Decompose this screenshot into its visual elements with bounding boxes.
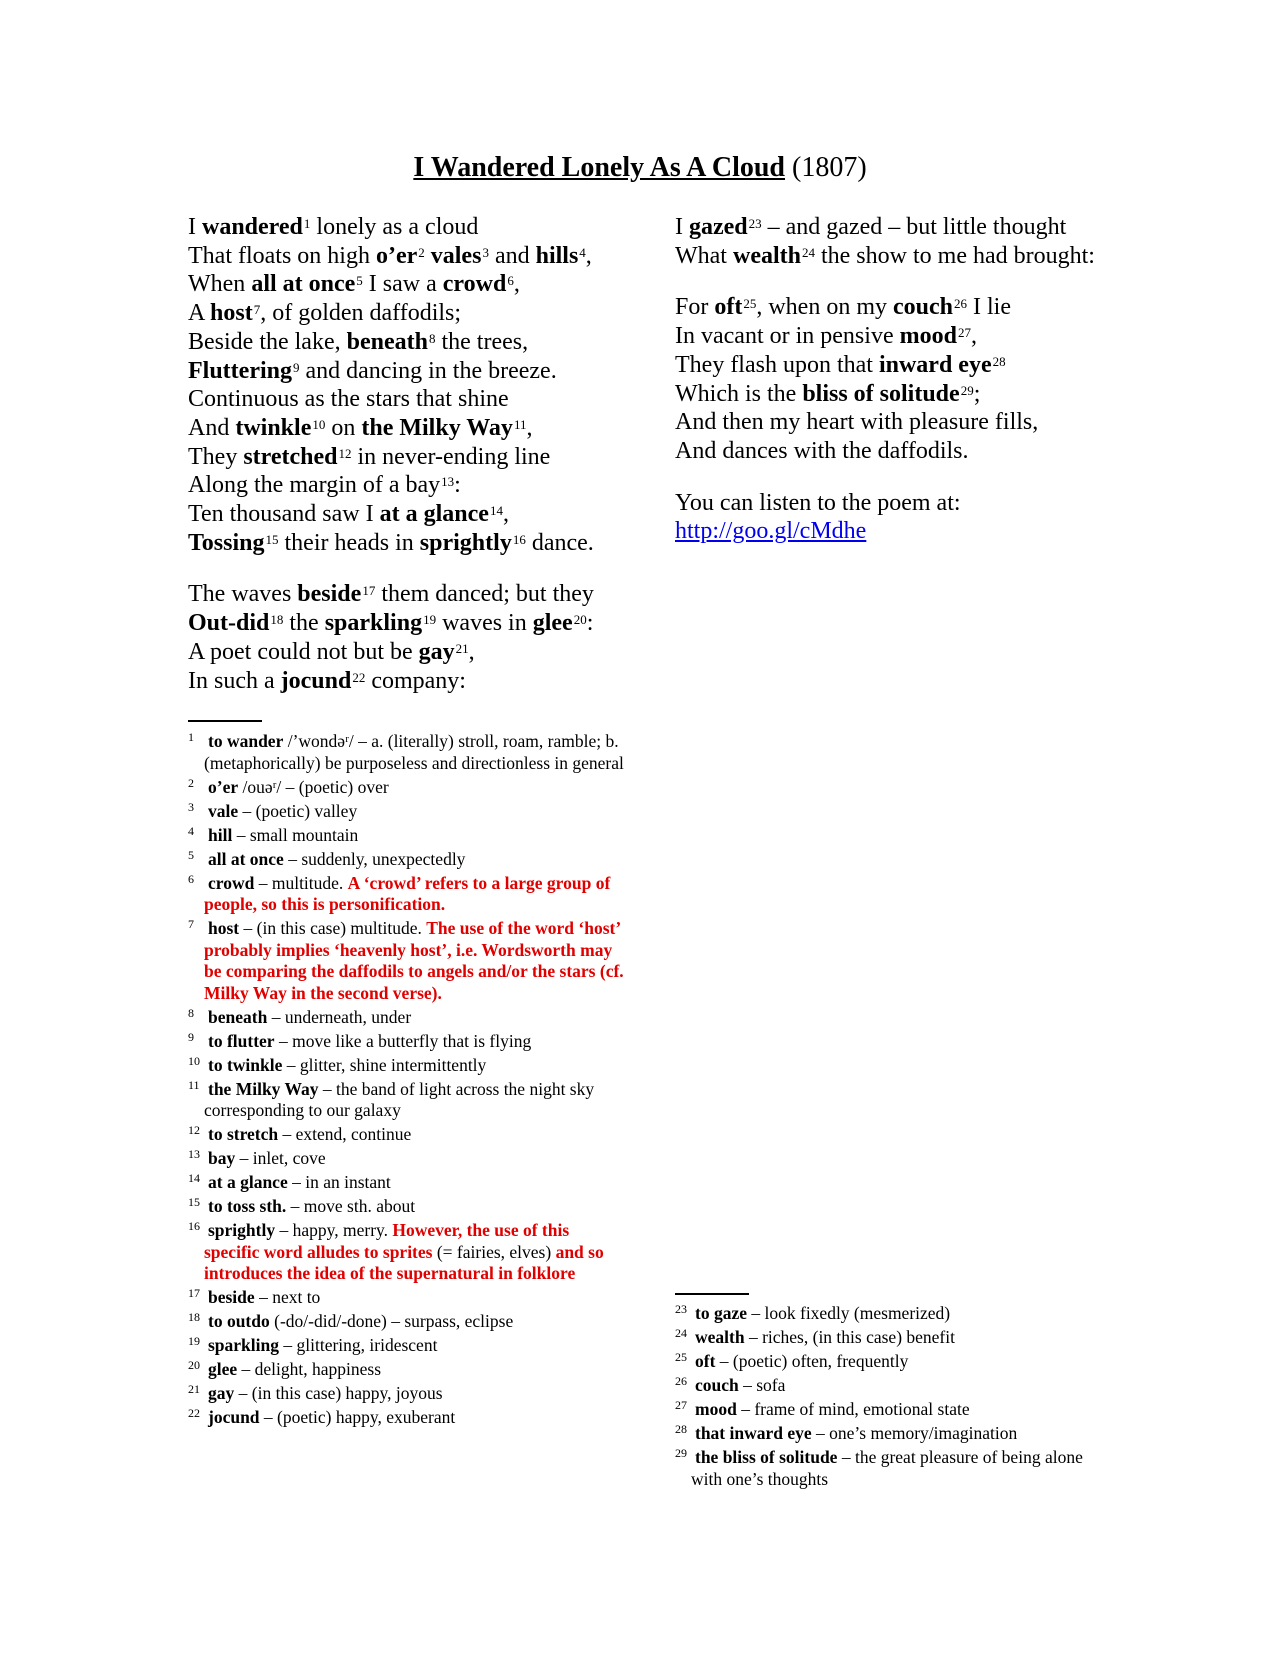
- footnote: [188, 1055, 628, 1077]
- glossed-word: beside: [297, 581, 362, 608]
- footnote-definition: – glitter, shine intermittently: [282, 1054, 487, 1075]
- footnote-number: 1: [188, 730, 194, 744]
- footnote-term: to wander: [208, 731, 284, 751]
- footnote-definition: – the band of light across the night sky corresponding to our galaxy: [204, 1078, 595, 1120]
- footnote: [188, 873, 628, 916]
- glossed-word: sparkling: [324, 610, 423, 637]
- footnote-number: 11: [188, 1077, 200, 1092]
- footnote-definition: – small mountain: [232, 824, 359, 845]
- footnote: [675, 1327, 1115, 1349]
- glossed-word: the Milky Way: [361, 414, 513, 441]
- footnote-term: to toss sth.: [208, 1196, 287, 1216]
- footnote-ref: 18: [270, 612, 284, 628]
- footnote: [188, 1287, 628, 1309]
- footnote-number: 29: [675, 1446, 687, 1460]
- footnote-term: all at once: [208, 848, 284, 869]
- footnote: [188, 1007, 628, 1029]
- footnote-comment: The use of the word ‘host’ probably implies ‘heavenly host’, i.e. Wordsworth may be comparing the daffodils to angels and/or the stars (cf. Milky Way in the second verse).: [204, 918, 624, 1003]
- poem-line: Ten thousand saw I at a glance$^{14}$,: [188, 501, 509, 528]
- footnote-term: at a glance: [208, 1172, 288, 1192]
- footnote-term: beside: [208, 1287, 255, 1307]
- footnote-term: sprightly: [208, 1220, 276, 1240]
- footnote-number: 10: [188, 1053, 200, 1068]
- footnote-term: oft: [695, 1351, 716, 1371]
- glossed-word: gay: [418, 638, 455, 665]
- footnote-definition: – (poetic) happy, exuberant: [259, 1407, 456, 1427]
- footnote-number: 27: [675, 1398, 687, 1412]
- footnote: [188, 1172, 628, 1194]
- footnote-number: 16: [188, 1219, 200, 1233]
- glossed-word: glee: [532, 610, 573, 637]
- poem-line: And dances with the daffodils.: [675, 437, 969, 464]
- footnote-ref: 19: [423, 612, 437, 628]
- footnote-ref: 15: [265, 531, 279, 547]
- glossed-word: bliss of solitude: [802, 380, 960, 407]
- poem-line: When all at once$^5$ I saw a crowd$^6$,: [188, 271, 520, 298]
- poem-line: I gazed$^{23}$ – and gazed – but little thought: [675, 214, 1067, 240]
- footnote: [188, 731, 628, 774]
- poem-year: (1807): [792, 152, 867, 183]
- footnote-ref: 7: [253, 302, 261, 318]
- footnote: [188, 1124, 628, 1146]
- listen-text: You can listen to the poem at:: [675, 489, 961, 516]
- footnote: [675, 1375, 1115, 1397]
- footnote: [188, 1407, 628, 1429]
- poem-line: Along the margin of a bay$^{13}$:: [188, 472, 461, 499]
- footnote-term: crowd: [208, 872, 255, 893]
- glossed-word: at a glance: [379, 501, 489, 528]
- poem-line: Fluttering$^9$ and dancing in the breeze.: [188, 357, 557, 384]
- footnote-definition: – one’s memory/imagination: [811, 1423, 1018, 1443]
- footnote-term: that inward eye: [695, 1423, 812, 1443]
- glossed-word: o’er: [375, 242, 418, 269]
- poem-line: What wealth$^{24}$ the show to me had brought:: [675, 242, 1095, 269]
- footnote-number: 6: [188, 871, 194, 886]
- footnote-definition: – in an instant: [287, 1172, 391, 1192]
- footnote-number: 17: [188, 1286, 200, 1300]
- footnote-ref: 14: [489, 503, 503, 519]
- footnote: [675, 1447, 1115, 1490]
- footnote: [188, 849, 628, 871]
- footnote-term: o’er: [208, 776, 239, 797]
- footnote-definition: /ouəʳ/ – (poetic) over: [238, 776, 389, 797]
- footnote-term: to gaze: [695, 1303, 747, 1323]
- poem-line: That floats on high $o’er^2$ vales$^3$ and hills$^4$,: [188, 242, 592, 269]
- footnote-term: wealth: [695, 1327, 745, 1347]
- footnote-number: 28: [675, 1422, 687, 1436]
- glossed-word: twinkle: [235, 414, 312, 441]
- footnote-ref: 22: [352, 669, 366, 685]
- footnote: [188, 918, 628, 1004]
- footnote-number: 24: [675, 1326, 687, 1340]
- footnote-term: mood: [695, 1399, 737, 1419]
- glossed-word: mood: [899, 323, 957, 350]
- glossed-word: Fluttering: [188, 357, 292, 384]
- footnote-comment: A ‘crowd’ refers to a large group of people, so this is personification.: [204, 872, 611, 914]
- footnote-number: 8: [188, 1005, 194, 1020]
- poem-line: Continuous as the stars that shine: [188, 386, 509, 413]
- footnote-term: jocund: [208, 1407, 260, 1427]
- footnote-definition: – look fixedly (mesmerized): [747, 1303, 951, 1323]
- footnote-definition: – sofa: [738, 1375, 786, 1395]
- footnote-definition: – suddenly, unexpectedly: [283, 848, 466, 869]
- footnote-ref: 16: [512, 531, 526, 547]
- footnote-number: 14: [188, 1171, 200, 1185]
- footnote-definition: – move sth. about: [286, 1196, 416, 1216]
- footnote-number: 13: [188, 1147, 200, 1161]
- footnotes-left: [188, 731, 628, 1431]
- footnote: [188, 1311, 628, 1333]
- glossed-word: crowd: [442, 271, 507, 298]
- poem-line: For oft$^{25}$, when on my couch$^{26}$ I lie: [675, 294, 1011, 321]
- poem-line: They flash upon that inward eye$^{28}$: [675, 351, 1006, 378]
- footnote-ref: 1: [303, 216, 311, 231]
- footnote: [188, 1148, 628, 1170]
- footnote-number: 26: [675, 1374, 687, 1388]
- footnote-definition: – (poetic) often, frequently: [715, 1351, 909, 1371]
- poem-left-column: [188, 213, 594, 695]
- footnote: [188, 1196, 628, 1218]
- footnote-ref: 13: [441, 474, 455, 490]
- footnote-ref: 28: [992, 353, 1006, 369]
- poem-line: Tossing$^{15}$ their heads in sprightly$^{16}$ dance.: [188, 529, 594, 556]
- footnote-ref: 3: [482, 244, 489, 260]
- footnote-number: 9: [188, 1029, 194, 1044]
- footnote-number: 21: [188, 1382, 200, 1396]
- glossed-word: sprightly: [419, 529, 512, 556]
- poem-title: I Wandered Lonely As A Cloud: [413, 152, 785, 183]
- footnote-ref: 26: [953, 296, 967, 312]
- glossed-word: wealth: [732, 242, 801, 269]
- glossed-word: Out-did: [188, 610, 270, 637]
- stanza-2: [188, 580, 594, 695]
- stanza-4: [675, 293, 1095, 465]
- poem-line: They stretched$^{12}$ in never-ending line: [188, 443, 551, 470]
- footnote-number: 15: [188, 1195, 200, 1209]
- footnote-definition: /’wondəʳ/ – a. (literally) stroll, roam, ramble; b. (metaphorically) be purposeless and directionless in general: [204, 731, 624, 773]
- stanza-1: [188, 213, 594, 557]
- footnote-ref: 20: [573, 612, 587, 628]
- footnote-number: 12: [188, 1123, 200, 1137]
- footnote-ref: 23: [748, 216, 762, 231]
- footnote-ref: 11: [513, 416, 527, 432]
- footnote-ref: 27: [957, 325, 971, 341]
- footnote-ref: 9: [292, 359, 300, 375]
- footnote: [188, 1383, 628, 1405]
- footnote-ref: 5: [356, 273, 363, 289]
- footnote-ref: 12: [338, 445, 352, 461]
- footnote-number: 25: [675, 1350, 687, 1364]
- footnote-number: 19: [188, 1334, 200, 1348]
- footnote-number: 22: [188, 1406, 200, 1420]
- footnote-definition: – multitude.: [254, 872, 348, 893]
- footnote-definition: – underneath, under: [267, 1006, 412, 1027]
- footnote-definition: (-do/-did/-done) – surpass, eclipse: [269, 1311, 514, 1331]
- footnote-number: 23: [675, 1302, 687, 1316]
- poem-line: In vacant or in pensive mood$^{27}$,: [675, 323, 977, 350]
- footnote-term: to outdo: [208, 1311, 270, 1331]
- footnote: [188, 1220, 628, 1285]
- footnote-separator: [188, 720, 262, 722]
- footnote-number: 18: [188, 1310, 200, 1324]
- footnote-ref: 8: [428, 330, 436, 346]
- stanza-3: [675, 213, 1095, 270]
- footnote-term: to twinkle: [208, 1054, 283, 1075]
- poem-audio-link[interactable]: http://goo.gl/cMdhe: [675, 518, 867, 545]
- footnote: [188, 1031, 628, 1053]
- glossed-word: oft: [714, 294, 743, 321]
- poem-line: A host$^7$, of golden daffodils;: [188, 300, 462, 327]
- footnote-term: bay: [208, 1148, 236, 1168]
- footnote-term: glee: [208, 1359, 238, 1379]
- poem-line: And then my heart with pleasure fills,: [675, 409, 1039, 436]
- footnote-number: 3: [188, 799, 194, 814]
- footnote: [188, 801, 628, 823]
- poem-line: In such a jocund$^{22}$ company:: [188, 667, 466, 694]
- glossed-word: wandered: [202, 214, 303, 240]
- footnote-definition: – riches, (in this case) benefit: [744, 1327, 955, 1347]
- glossed-word: hills: [535, 242, 579, 269]
- footnote-term: vale: [208, 800, 239, 821]
- glossed-word: gazed: [689, 214, 748, 240]
- footnote-ref: 21: [455, 640, 469, 656]
- footnote-ref: 4: [579, 244, 586, 260]
- footnote-definition: – (in this case) happy, joyous: [234, 1383, 443, 1403]
- poem-line: A poet could not but be gay$^{21}$,: [188, 638, 475, 665]
- footnote-term: to stretch: [208, 1124, 279, 1144]
- glossed-word: vales: [430, 242, 482, 269]
- footnote-ref: 25: [743, 296, 757, 312]
- footnote-definition: – inlet, cove: [235, 1148, 326, 1168]
- glossed-word: inward eye: [878, 351, 992, 378]
- footnote: [188, 1079, 628, 1122]
- footnote-definition: – move like a butterfly that is flying: [274, 1030, 532, 1051]
- glossed-word: couch: [892, 294, 953, 321]
- footnote-term: beneath: [208, 1006, 268, 1027]
- glossed-word: host: [210, 300, 253, 327]
- footnote-ref: 2: [418, 244, 425, 260]
- poem-line: Out-did$^{18}$ the sparkling$^{19}$ waves in glee$^{20}$:: [188, 610, 594, 637]
- poem-right-column: [675, 213, 1095, 546]
- footnotes-right: [675, 1303, 1115, 1493]
- footnote: [675, 1351, 1115, 1373]
- footnote-number: 4: [188, 823, 194, 838]
- footnote-ref: 24: [801, 244, 815, 260]
- glossed-word: stretched: [243, 443, 338, 470]
- glossed-word: beneath: [346, 328, 428, 355]
- footnote-definition: – next to: [254, 1287, 321, 1307]
- footnote-ref: 29: [960, 382, 974, 398]
- poem-line: Which is the bliss of solitude$^{29}$;: [675, 380, 981, 407]
- footnote-ref: 6: [507, 273, 514, 289]
- poem-line: Beside the lake, beneath$^8$ the trees,: [188, 328, 529, 355]
- poem-line: The waves beside$^{17}$ them danced; but they: [188, 581, 594, 608]
- footnote-definition: – glittering, iridescent: [279, 1335, 438, 1355]
- footnote-definition: – the great pleasure of being alone with one’s thoughts: [691, 1447, 1083, 1489]
- footnote-term: gay: [208, 1383, 235, 1403]
- footnote-term: hill: [208, 824, 233, 845]
- footnote-number: 20: [188, 1358, 200, 1372]
- footnote-term: host: [208, 918, 240, 938]
- footnote-ref: 17: [362, 583, 376, 599]
- footnote-separator: [675, 1293, 749, 1295]
- footnote: [675, 1303, 1115, 1325]
- footnote: [188, 1359, 628, 1381]
- footnote-term: sparkling: [208, 1335, 279, 1355]
- footnote-definition: – (poetic) valley: [238, 800, 358, 821]
- glossed-word: Tossing: [188, 529, 265, 556]
- footnote: [675, 1399, 1115, 1421]
- glossed-word: jocund: [280, 667, 352, 694]
- poem-line: And twinkle$^{10}$ on the Milky Way$^{11}$,: [188, 414, 533, 441]
- footnote: [188, 1335, 628, 1357]
- footnote-ref: 10: [312, 416, 326, 432]
- footnote-term: couch: [695, 1375, 739, 1395]
- footnote-term: the Milky Way: [208, 1078, 319, 1099]
- footnote: [188, 777, 628, 799]
- footnote-definition: – (in this case) multitude.: [239, 918, 427, 938]
- footnote-definition: – delight, happiness: [237, 1359, 382, 1379]
- footnote: [188, 825, 628, 847]
- poem-line: I wandered$^1$ lonely as a cloud: [188, 214, 479, 240]
- footnote-definition: – frame of mind, emotional state: [736, 1399, 970, 1419]
- footnote-definition: (= fairies, elves): [432, 1241, 556, 1262]
- glossed-word: all at once: [251, 271, 356, 298]
- footnote-term: to flutter: [208, 1030, 275, 1051]
- footnote-comment: However, the use of this specific word alludes to sprites: [204, 1220, 570, 1262]
- footnote: [675, 1423, 1115, 1445]
- footnote-definition: – extend, continue: [278, 1124, 412, 1144]
- footnote-term: the bliss of solitude: [695, 1447, 838, 1467]
- footnote-number: 5: [188, 847, 194, 862]
- footnote-comment: and so introduces the idea of the supernatural in folklore: [204, 1241, 604, 1283]
- page-title: [0, 150, 1280, 186]
- footnote-number: 7: [188, 917, 194, 931]
- footnote-definition: – happy, merry.: [275, 1220, 393, 1240]
- footnote-number: 2: [188, 775, 194, 790]
